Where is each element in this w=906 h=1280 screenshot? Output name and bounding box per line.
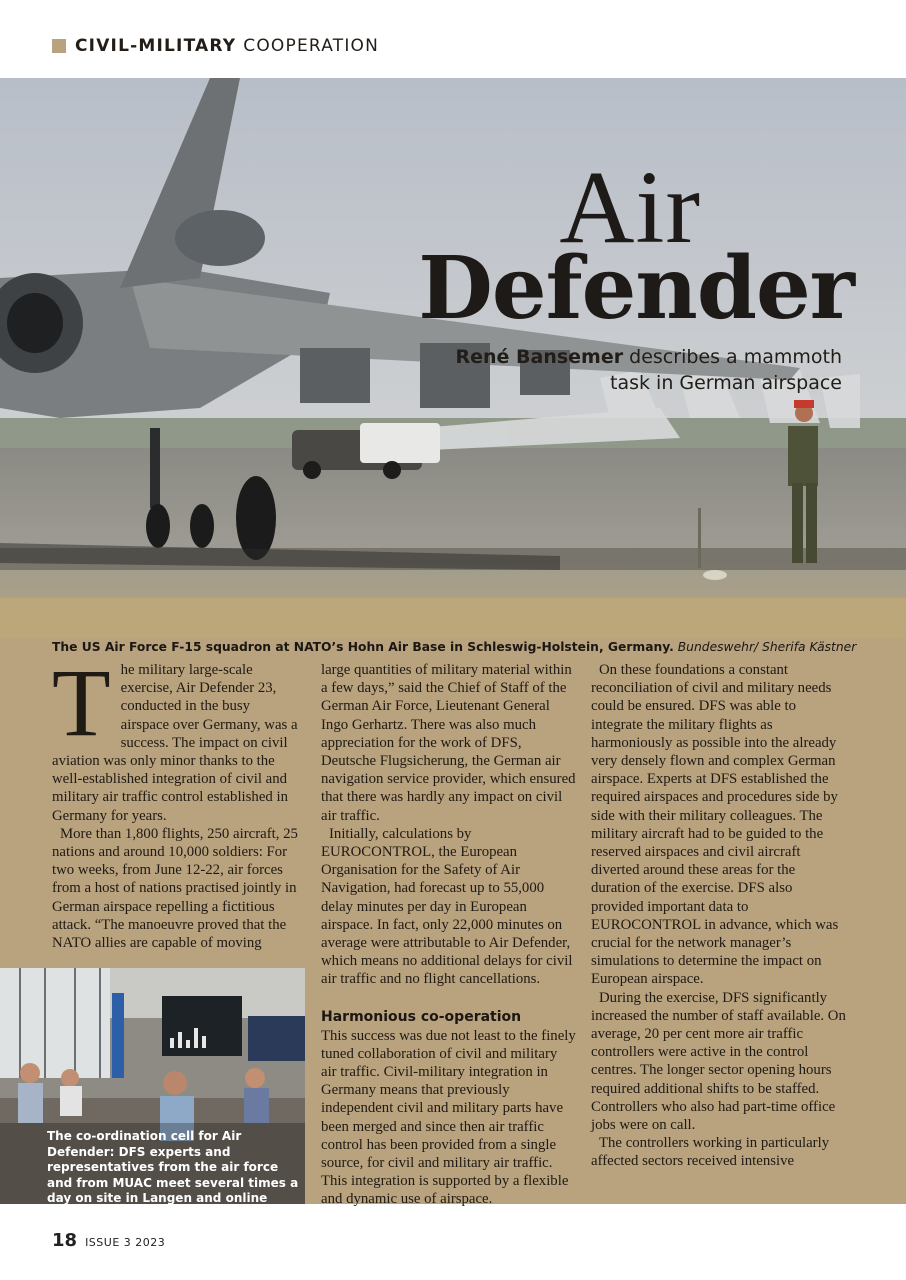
section-label-bold: CIVIL-MILITARY: [75, 36, 237, 56]
paragraph: More than 1,800 flights, 250 aircraft, 25 nations and around 10,000 soldiers: For two weeks, from June 12-22, air forces from a host of nations practised jointly in German airspace repelling a fictitious attack. “The manoeuvre proved that the NATO allies are capable of moving: [52, 825, 298, 952]
paragraph: large quantities of military material within a few days,” said the Chief of Staff of the German Air Force, Lieutenant General Ingo Gerhartz. There was also much appreciation for the work of DFS, Deutsche Flugsicherung, the German air navigation service provider, which ensured that there was hardly any impact on civil air traffic.: [321, 662, 576, 824]
paragraph: During the exercise, DFS significantly increased the number of staff available. On average, 20 per cent more air traffic controllers were active in the control centres. The longer sector opening hours required additional shifts to be staffed. Controllers who also had part-time office jobs were on call.: [591, 989, 846, 1134]
article-column-3: [591, 661, 846, 1171]
section-label-rest: COOPERATION: [243, 36, 380, 56]
headline-line-1: Air: [559, 150, 701, 265]
hero-caption-credit: Bundeswehr/ Sherifa Kästner: [677, 640, 857, 654]
section-marker-square: [52, 39, 66, 53]
author-name: René Bansemer: [455, 346, 624, 368]
page-footer: [52, 1230, 165, 1252]
standfirst-text: describes a mammoth task in German airspace: [610, 346, 842, 394]
paragraph: On these foundations a constant reconciliation of civil and military needs could be ensured. DFS was able to integrate the military flights as harmoniously as possible into the already very densely flown and complex German airspace. Experts at DFS established the required airspaces and procedures side by side with their military colleagues. The military aircraft had to be guided to the reserved airspaces and civil aircraft diverted around these areas for the duration of the exercise. DFS also provided important data to EUROCONTROL in advance, which was crucial for the network manager’s simulations to determine the impact on European airspace.: [591, 662, 839, 988]
hero-photo: [0, 78, 906, 638]
office-caption-text: The co-ordination cell for Air Defender: DFS experts and representatives from the air force and from MUAC meet several times a day on site in Langen and online during the exercise.: [47, 1129, 299, 1221]
issue-label: ISSUE 3 2023: [85, 1236, 166, 1249]
drop-cap: T: [52, 649, 111, 756]
office-caption-credit: DFS: [187, 1206, 212, 1221]
paragraph: This success was due not least to the finely tuned collaboration of civil and military air traffic. Civil-military integration in Germany means that previously independent civil and military parts have been merged and since then air traffic control has been provided from a single source, for civil and military air traffic. This integration is supported by a flexible and dynamic use of airspace.: [321, 1027, 576, 1208]
page-number: 18: [52, 1230, 78, 1251]
office-photo: [0, 968, 305, 1221]
article-column-1: [52, 649, 298, 952]
paragraph: Initially, calculations by EUROCONTROL, the European Organisation for the Safety of Air Navigation, had forecast up to 55,000 delay minutes per day in European airspace. In fact, only 22,000 minutes on average were attributable to Air Defender, which means no additional delays for civil air traffic and no flight cancellations.: [321, 825, 573, 988]
hero-photo-caption: [52, 638, 882, 656]
hero-caption-text: The US Air Force F-15 squadron at NATO’s Hohn Air Base in Schleswig-Holstein, Germany.: [52, 640, 674, 654]
subheading: Harmonious co-operation: [321, 1008, 522, 1025]
standfirst: [422, 344, 842, 396]
paragraph: The controllers working in particularly affected sectors received intensive: [591, 1135, 830, 1170]
section-header: [52, 35, 379, 57]
office-photo-caption: [47, 1129, 299, 1223]
paragraph: he military large-scale exercise, Air Defender 23, conducted in the busy airspace over Germany, was a success. The impact on civil aviation was only minor thanks to the well-established integration of civil and military air traffic control established in Germany for years.: [52, 662, 298, 824]
article-column-2: [321, 661, 576, 1209]
headline-line-2: Defender: [418, 238, 854, 339]
